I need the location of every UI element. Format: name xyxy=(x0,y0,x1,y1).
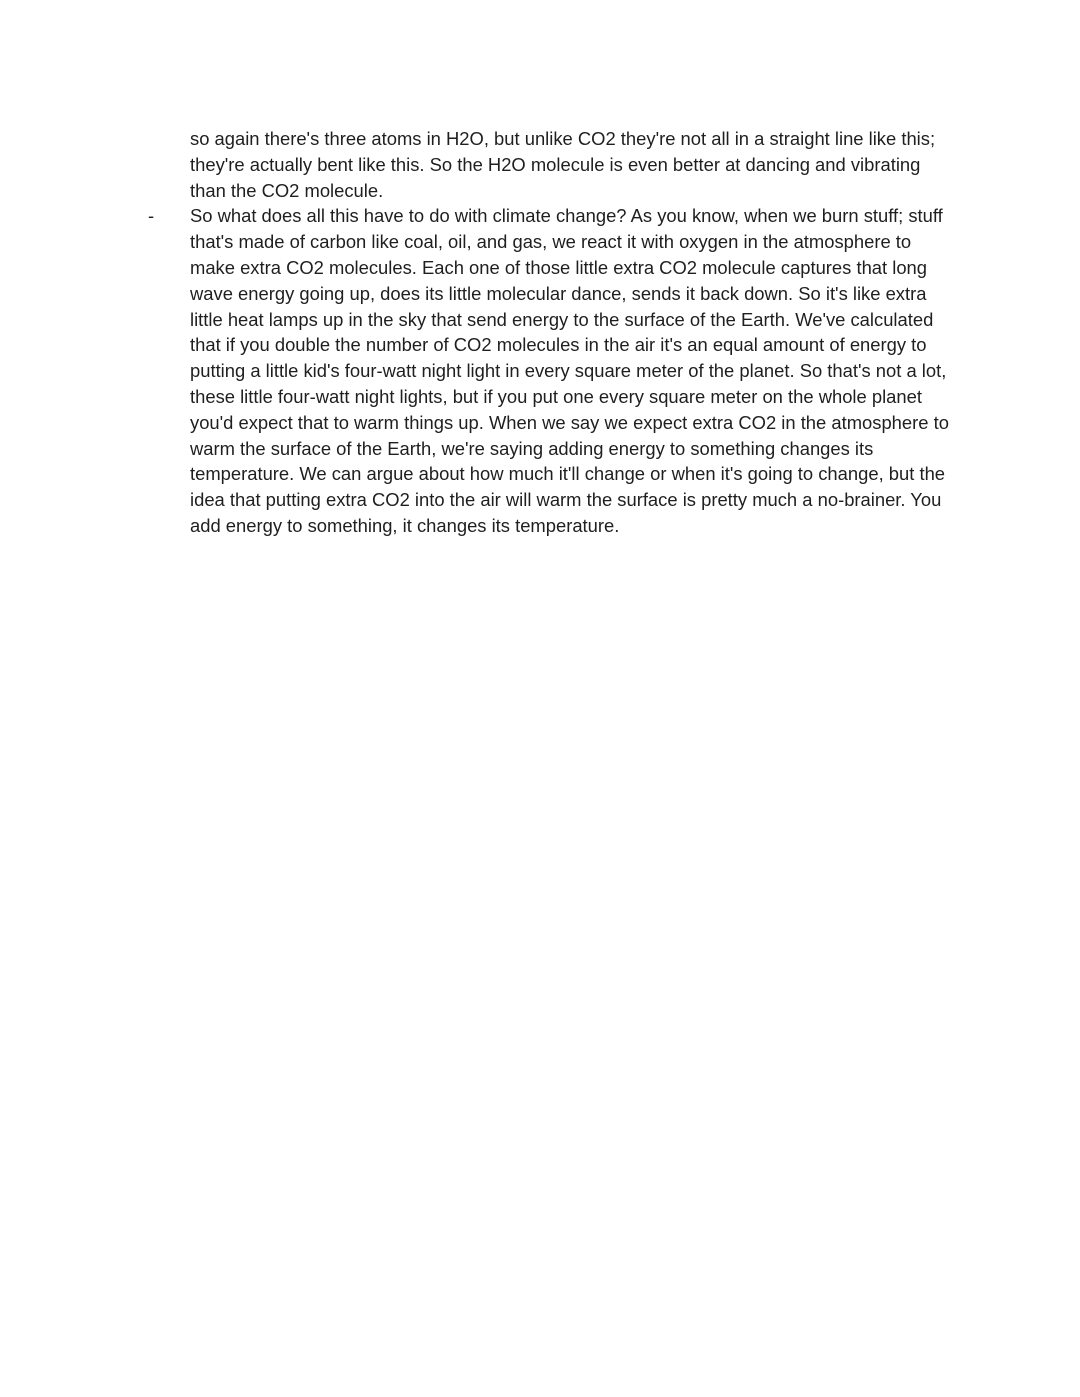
paragraph-text: So what does all this have to do with climate change? As you know, when we burn stuff; stuff that's made of carbon like coal, oil, and gas, we react it with oxygen in the atmosphere to make extra CO2 molecules. Each one of those little extra CO2 molecule captures that long wave energy going up, does its little molecular dance, sends it back down. So it's like extra little heat lamps up in the sky that send energy to the surface of the Earth. We've calculated that if you double the number of CO2 molecules in the air it's an equal amount of energy to putting a little kid's four-watt night light in every square meter of the planet. So that's not a lot, these little four-watt night lights, but if you put one every square meter on the whole planet you'd expect that to warm things up. When we say we expect extra CO2 in the atmosphere to warm the surface of the Earth, we're saying adding energy to something changes its temperature. We can argue about how much it'll change or when it's going to change, but the idea that putting extra CO2 into the air will warm the surface is pretty much a no-brainer. You add energy to something, it changes its temperature. xyxy=(190,205,949,536)
paragraph-text: so again there's three atoms in H2O, but unlike CO2 they're not all in a straight line like this; they're actually bent like this. So the H2O molecule is even better at dancing and vibrating than the CO2 molecule. xyxy=(190,128,936,201)
document-body xyxy=(148,126,955,539)
bullet-paragraph xyxy=(148,203,955,538)
bullet-dash-marker: - xyxy=(148,205,155,227)
paragraph-continuation xyxy=(190,126,955,203)
